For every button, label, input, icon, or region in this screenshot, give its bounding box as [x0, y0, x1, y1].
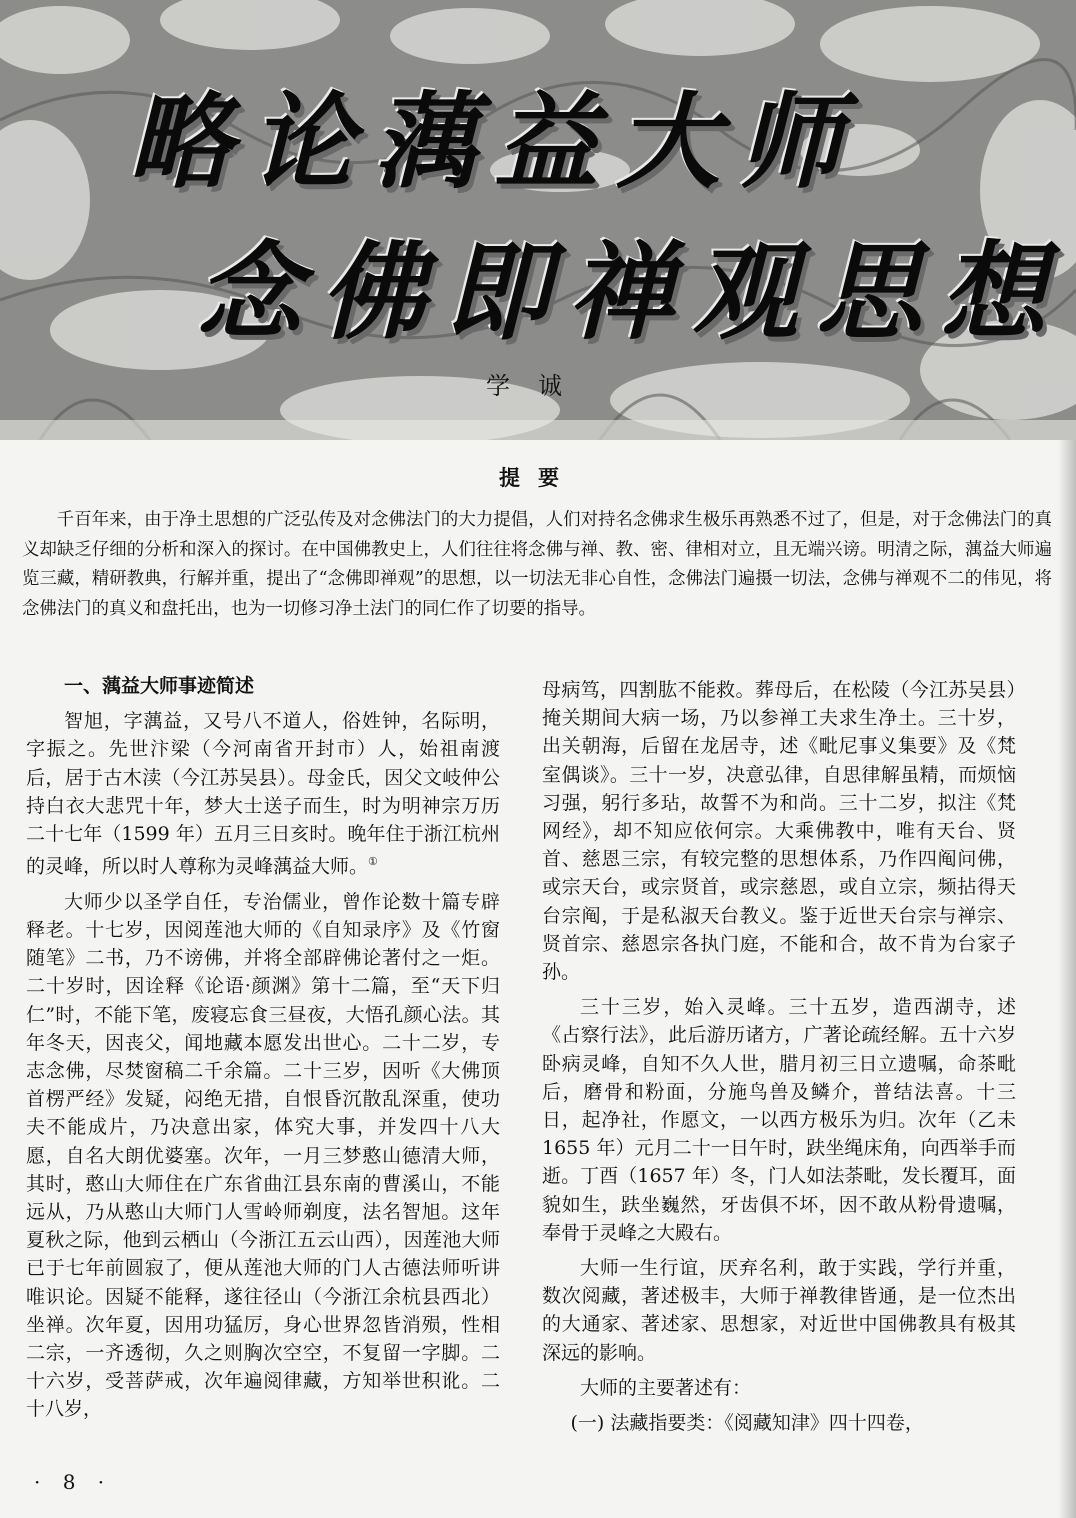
left-column	[26, 672, 500, 1431]
body-paragraph: 大师的主要著述有：	[580, 1376, 752, 1399]
page-edge-shadow	[1058, 440, 1076, 1518]
body-paragraph: 三十三岁，始入灵峰。三十五岁，造西湖寺，述《占察行法》，此后游历诸方，广著论疏经解。五十六岁卧病灵峰，自知不久人世，腊月初三日立遗嘱，命茶毗后，磨骨和粉面，分施鸟兽及鳞介，普结法喜。十三日，起净社，作愿文，一以西方极乐为归。次年（乙未 1655 年）元月二十一日午时，趺坐绳床角，向西举手而逝。丁酉（1657 年）冬，门人如法荼毗，发长覆耳，面貌如生，趺坐巍然，牙齿俱不坏，因不敢从粉骨遗嘱，奉骨于灵峰之大殿右。	[542, 996, 1016, 1244]
article-title-line-1: 略论蕅益大师	[128, 80, 861, 203]
body-paragraph	[26, 707, 500, 881]
body-paragraph-continued: 母病笃，四割肱不能救。葬母后，在松陵（今江苏吴县）掩关期间大病一场，乃以参禅工夫求生净土。三十岁，出关朝海，后留在龙居寺，述《毗尼事义集要》及《梵室偶谈》。三十一岁，决意弘律，自思律解虽精，而烦恼习强，躬行多玷，故誓不为和尚。三十二岁，拟注《梵网经》，却不知应依何宗。大乘佛教中，唯有天台、贤首、慈恩三宗，有较完整的思想体系，乃作四阄问佛，或宗天台，或宗贤首，或宗慈恩，或自立宗，频拈得天台宗阄，于是私淑天台教义。鉴于近世天台宗与禅宗、贤首宗、慈恩宗各执门庭，不能和合，故不肯为台家子孙。	[542, 679, 1016, 984]
body-paragraph: 大师少以圣学自任，专治儒业，曾作论数十篇专辟释老。十七岁，因阅莲池大师的《自知录序》及《竹窗随笔》二书，乃不谤佛，并将全部辟佛论著付之一炬。二十岁时，因诠释《论语·颜渊》第十二篇，至“天下归仁”时，不能下笔，废寝忘食三昼夜，大悟孔颜心法。其年冬天，因丧父，闻地藏本愿发出世心。二十二岁，专志念佛，尽焚窗稿二千余篇。二十三岁，因听《大佛顶首楞严经》发疑，闷绝无措，自恨昏沉散乱深重，使功夫不能成片，乃决意出家，体究大事，并发四十八大愿，自名大朗优婆塞。次年，一月三梦憨山德清大师，其时，憨山大师住在广东省曲江县东南的曹溪山，不能远从，乃从憨山大师门人雪岭师剃度，法名智旭。这年夏秋之际，他到云栖山（今浙江五云山西），因莲池大师已于七年前圆寂了，便从莲池大师的门人古德法师听讲唯识论。因疑不能释，遂往径山（今浙江余杭县西北）坐禅。次年夏，因用功猛厉，身心世界忽皆消殒，性相二宗，一齐透彻，久之则胸次空空，不复留一字脚。二十六岁，受菩萨戒，次年遍阅律藏，方知举世积讹。二十八岁，	[26, 890, 500, 1421]
author-name: 学诚	[486, 372, 590, 400]
works-list-item: (一) 法藏指要类：《阅藏知津》四十四卷，	[570, 1412, 924, 1435]
title-banner	[0, 0, 1076, 440]
paragraph-text: 智旭，字蕅益，又号八不道人，俗姓钟，名际明，字振之。先世汴梁（今河南省开封市）人，始祖南渡后，居于古木渎（今江苏吴县）。母金氏，因父文岐仲公持白衣大悲咒十年，梦大士送子而生，时为明神宗万历二十七年（1599 年）五月三日亥时。晚年住于浙江杭州的灵峰，所以时人尊称为灵峰蕅益大师。	[26, 710, 500, 878]
footnote-marker: ①	[368, 855, 378, 869]
abstract-text: 千百年来，由于净土思想的广泛弘传及对念佛法门的大力提倡，人们对持名念佛求生极乐再熟悉不过了，但是，对于念佛法门的真义却缺乏仔细的分析和深入的探讨。在中国佛教史上，人们往往将念佛与禅、教、密、律相对立，且无端兴谤。明清之际，蕅益大师遍览三藏，精研教典，行解并重，提出了“念佛即禅观”的思想，以一切法无非心自性，念佛法门遍摄一切法，念佛与禅观不二的伟见，将念佛法门的真义和盘托出，也为一切修习净土法门的同仁作了切要的指导。	[22, 510, 1052, 619]
abstract-heading: 提要	[499, 465, 577, 490]
section-heading: 一、蕅益大师事迹简述	[64, 675, 255, 697]
right-column	[542, 676, 1016, 1444]
page-number: · 8 ·	[34, 1470, 113, 1494]
article-title-line-2: 念佛即禅观思想	[196, 229, 1064, 354]
body-paragraph: 大师一生行谊，厌弃名利，敢于实践，学行并重，数次阅藏，著述极丰，大师于禅教律皆通，是一位杰出的大通家、著述家、思想家，对近世中国佛教具有极其深远的影响。	[542, 1257, 1016, 1364]
